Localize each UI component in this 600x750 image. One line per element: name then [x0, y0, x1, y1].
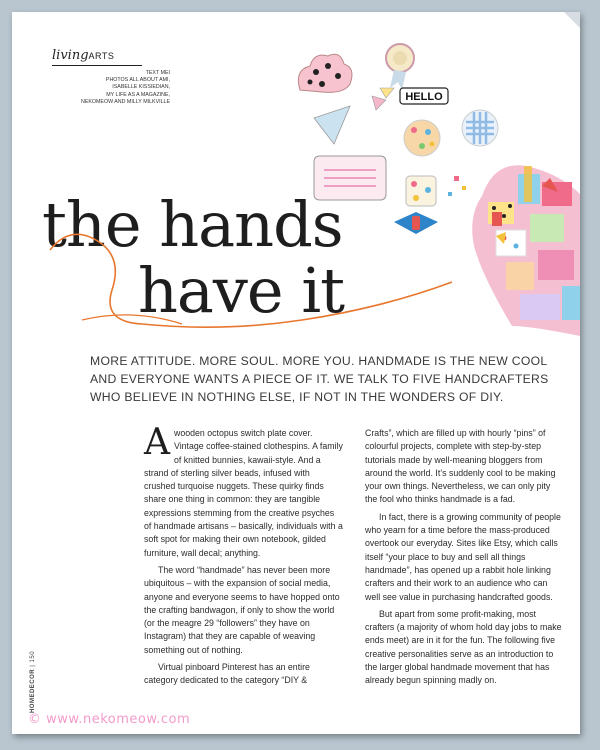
body-column-right — [365, 427, 564, 688]
page-number: 150 — [30, 650, 36, 663]
credit-line: NEKOMEOW AND MILLY MILKVILLE — [81, 98, 170, 105]
body-paragraph: Virtual pinboard Pinterest has an entire category dedicated to the category “DIY & — [144, 662, 310, 686]
patchwork-heart — [472, 165, 580, 336]
section-header — [52, 46, 162, 64]
dotted-round-badge — [404, 120, 440, 156]
page-folio: HOMEDECOR | 150 — [30, 650, 36, 714]
photo-credits — [50, 70, 170, 106]
hello-tag — [400, 88, 448, 104]
section-subname: ARTS — [88, 51, 115, 61]
title-line-1: the hands — [42, 188, 343, 261]
hello-tag-text: HELLO — [405, 91, 443, 103]
paragraph-text: wooden octopus switch plate cover. Vintage coffee-stained clothespins. A family of knitted bunnies, kawaii-style. And a strand of sterling silver beads, infused with crushed turquoise nuggets. These quirky finds share one thing in common: they are tangible expressions stemming from the creative psyches of handmade artisans – basically, individuals with a soft spot for making their own notebook, gilded furniture, wall decal; anything. — [144, 428, 343, 558]
article-body — [144, 422, 564, 688]
magazine-name: HOMEDECOR — [30, 668, 36, 714]
section-rule — [52, 65, 142, 66]
article-title — [42, 188, 462, 327]
decorative-swirl-line — [42, 188, 462, 352]
rosette-badge — [386, 44, 414, 90]
body-paragraph — [144, 422, 343, 560]
credit-line: PHOTOS ALL ABOUT AMI, — [105, 77, 170, 84]
title-line-2: have it — [138, 254, 345, 327]
body-paragraph: In fact, there is a growing community of people who yearn for a time before the mass-produced overtook our everyday. Sites like Etsy, which calls itself “your place to buy and sell all things handmade”, has opened up a rabbit hole linking crafters and their work to an audience who can well see value in purchasing handcrafted goods. — [365, 511, 561, 602]
credit-line: ISABELLE KISSIEDIAN, — [112, 84, 170, 91]
magazine-page — [12, 12, 580, 734]
credit-line: MY LIFE AS A MAGAZINE, — [106, 91, 170, 98]
standfirst: MORE ATTITUDE. MORE SOUL. MORE YOU. HANDMADE IS THE NEW COOL AND EVERYONE WANTS A PIECE OF IT. WE TALK TO FIVE HANDCRAFTERS WHO BELIEVE IN NOTHING ELSE, IF NOT IN THE WONDERS OF DIY. — [90, 354, 549, 404]
body-paragraph: But apart from some profit-making, most crafters (a majority of whom hold day jobs to make ends meet) are in it for the fun. The following five creative personalities serve as an introduction to the larger global handmade movement that has already begun spinning madly on. — [365, 608, 562, 686]
section-name: living — [52, 48, 89, 63]
gingham-round-badge — [462, 110, 498, 146]
drop-cap: A — [144, 422, 170, 463]
watermark-url: © www.nekomeow.com — [28, 712, 191, 727]
polka-dot-cloud — [298, 54, 352, 92]
body-column-left — [144, 422, 343, 688]
body-paragraph: The word “handmade” has never been more ubiquitous – with the expansion of social media, anyone and everyone seems to have hopped onto the crafting bandwagon, if only to show the world (or the meagre 29 “followers” they have on Instagram) that they are capable of weaving something out of nothing. — [144, 564, 340, 655]
credit-line: TEXT MEI — [145, 70, 170, 76]
body-paragraph: Crafts”, which are filled up with hourly “pins” of colourful projects, complete with step-by-step tutorials made by well-meaning bloggers from around the world. It’s suddenly cool to be making your own things. Nevertheless, we can only pity the fool who thinks handmade is a fad. — [365, 428, 556, 505]
